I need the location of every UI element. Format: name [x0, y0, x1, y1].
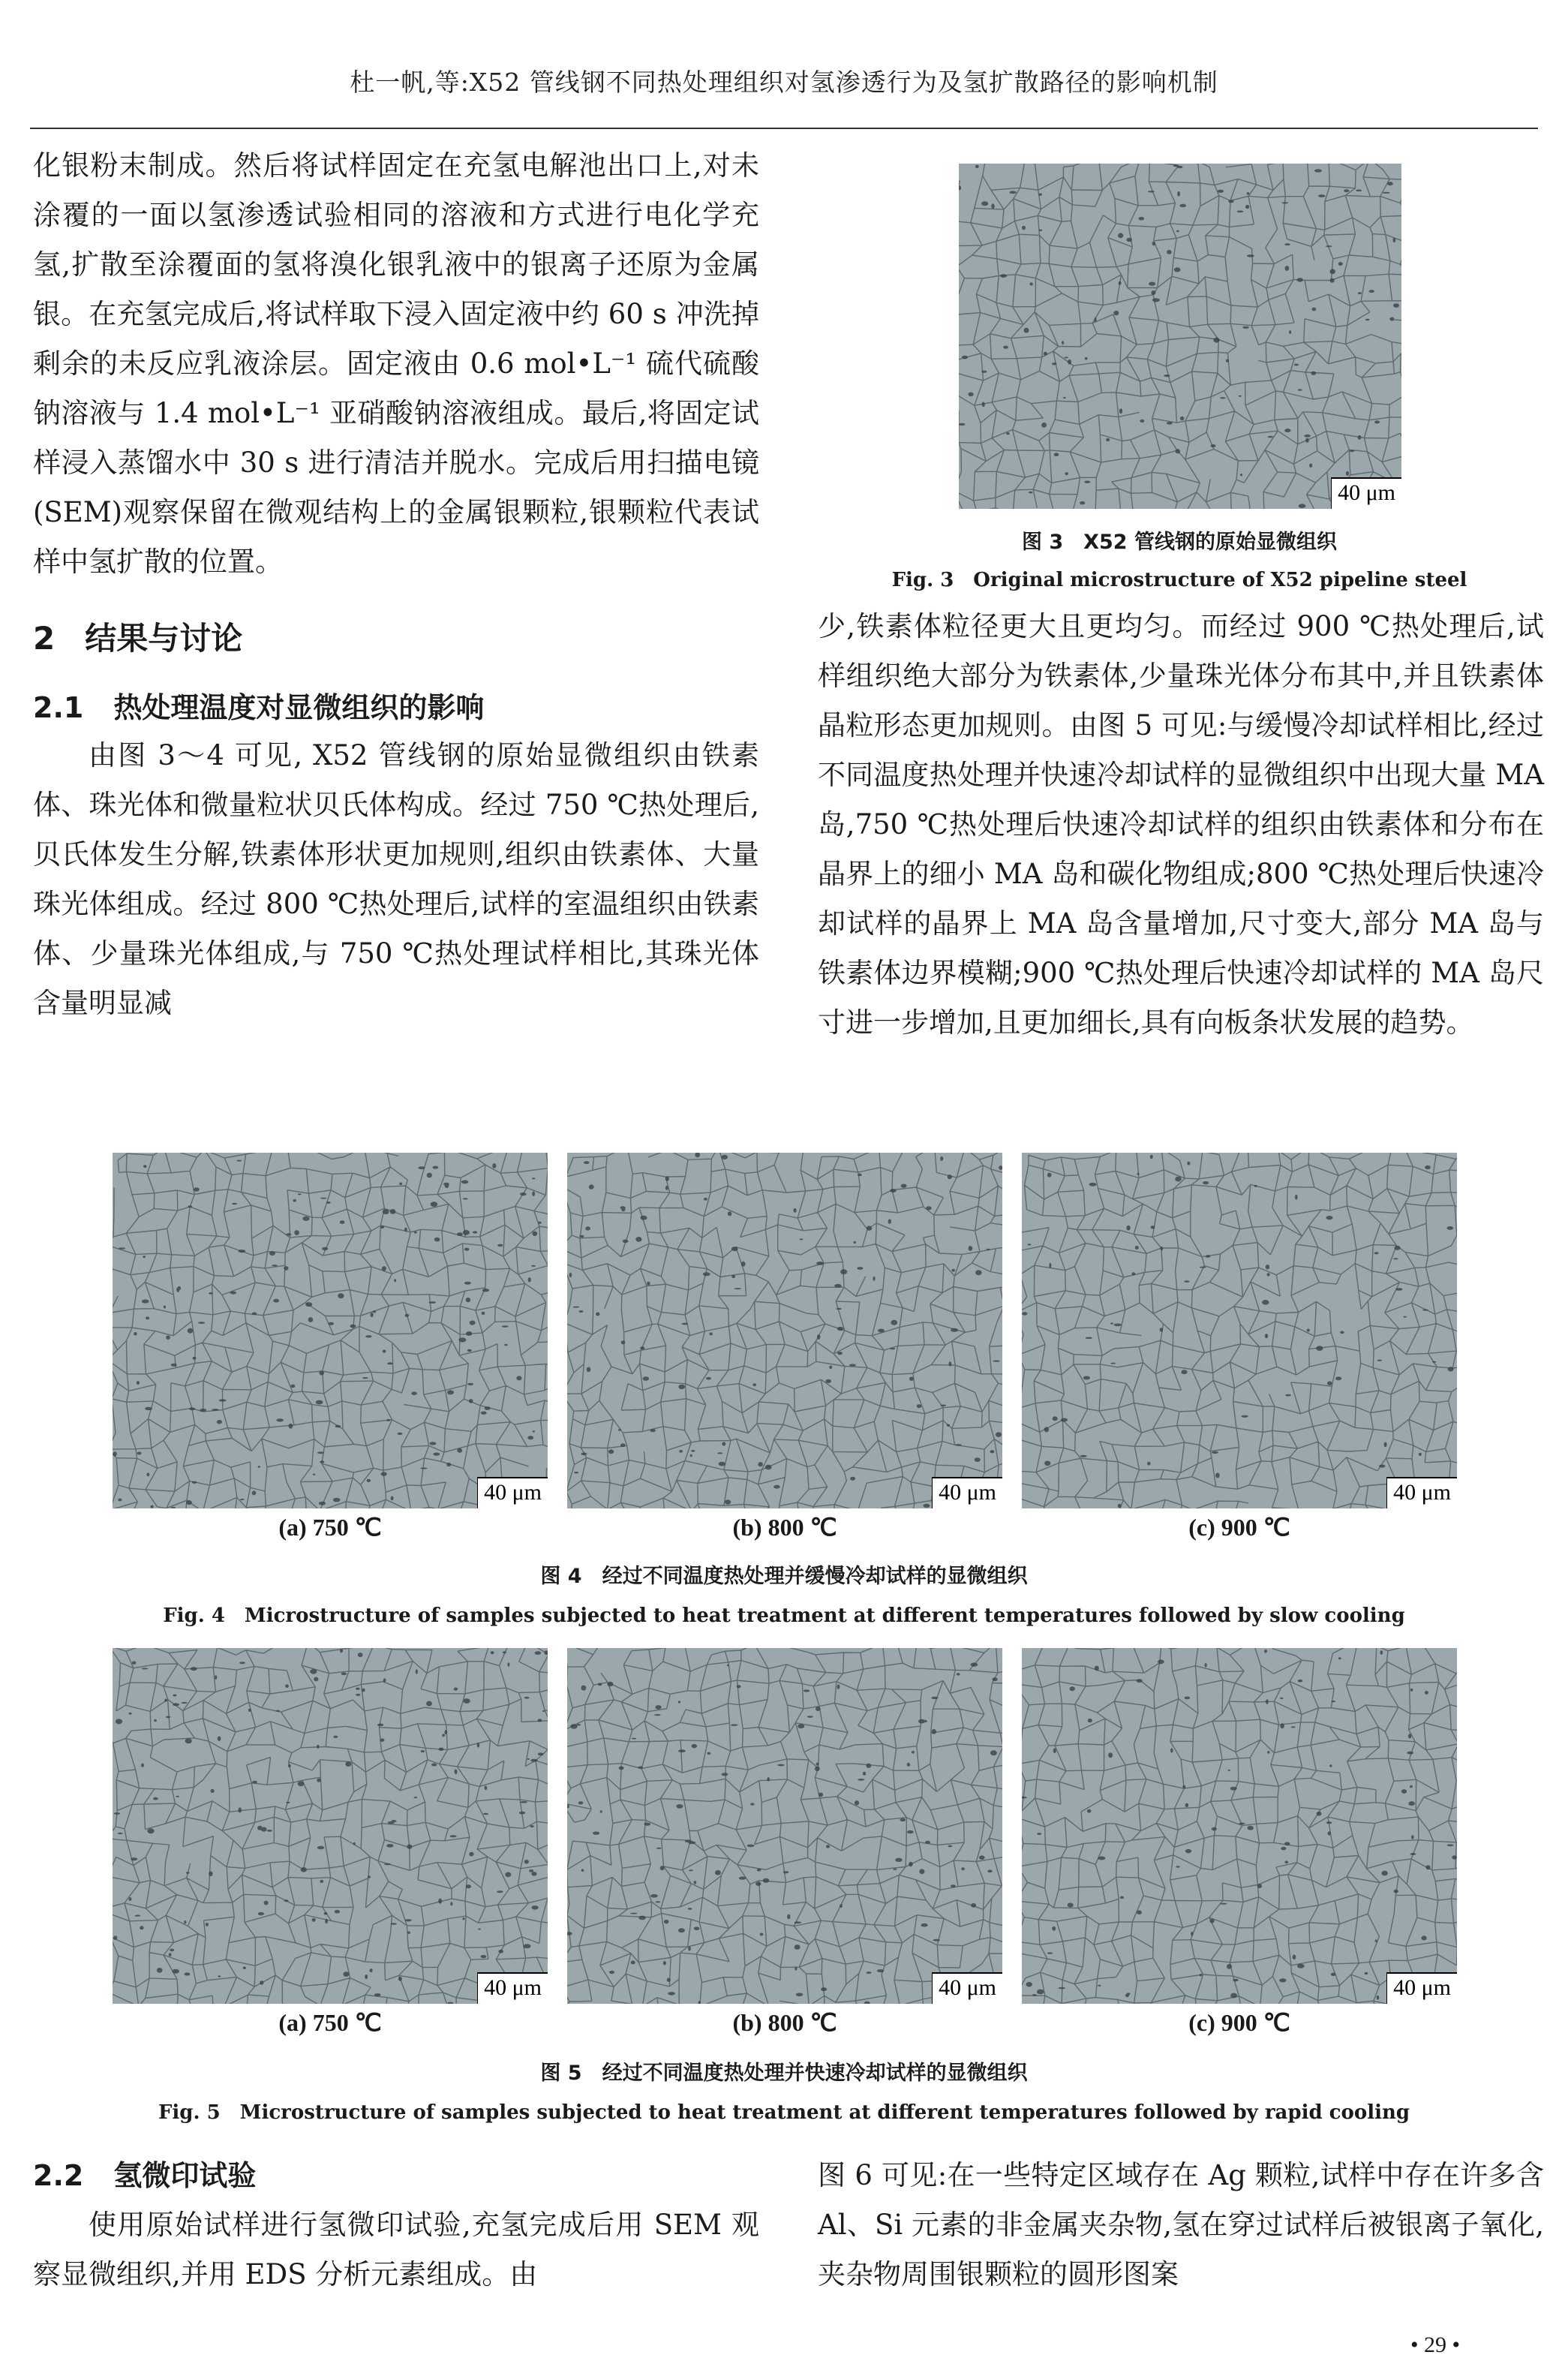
left-column-top — [33, 141, 759, 1028]
left-column-bottom — [33, 2151, 759, 2299]
scale-bar: 40 μm — [477, 1477, 548, 1508]
body-paragraph: 化银粉末制成。然后将试样固定在充氢电解池出口上,对未涂覆的一面以氢渗透试验相同的溶液和方式进行电化学充氢,扩散至涂覆面的氢将溴化银乳液中的银离子还原为金属银。在充氢完成后,将试样取下浸入固定液中约 60 s 冲洗掉剩余的未反应乳液涂层。固定液由 0.6 mol•L⁻¹ 硫代硫酸钠溶液与 1.4 mol•L⁻¹ 亚硝酸钠溶液组成。最后,将固定试样浸入蒸馏水中 30 s 进行清洁并脱水。完成后用扫描电镜(SEM)观察保留在微观结构上的金属银颗粒,银颗粒代表试样中氢扩散的位置。 — [33, 149, 759, 578]
fig5-caption-cn: 图 5 经过不同温度热处理并快速冷却试样的显微组织 — [540, 2062, 1028, 2085]
section-number: 2 — [33, 620, 56, 657]
fig5a-micrograph — [113, 1648, 548, 2004]
section-title: 热处理温度对显微组织的影响 — [113, 691, 485, 724]
section-title: 氢微印试验 — [113, 2159, 257, 2192]
section-heading-2-1 — [33, 684, 759, 731]
running-header: 杜一帆,等:X52 管线钢不同热处理组织对氢渗透行为及氢扩散路径的影响机制 — [350, 68, 1218, 97]
section-heading-2 — [33, 612, 759, 665]
fig5c-micrograph — [1022, 1648, 1457, 2004]
body-paragraph: 少,铁素体粒径更大且更均匀。而经过 900 ℃热处理后,试样组织绝大部分为铁素体,少量珠光体分布其中,并且铁素体晶粒形态更加规则。由图 5 可见:与缓慢冷却试样相比,经过不同温度热处理并快速冷却试样的显微组织中出现大量 MA 岛,750 ℃热处理后快速冷却试样的组织由铁素体和分布在晶界上的细小 MA 岛和碳化物组成;800 ℃热处理后快速冷却试样的晶界上 MA 岛含量增加,尺寸变大,部分 MA 岛与铁素体边界模糊;900 ℃热处理后快速冷却试样的 MA 岛尺寸进一步增加,且更加细长,具有向板条状发展的趋势。 — [818, 610, 1544, 1039]
section-number: 2.2 — [33, 2159, 84, 2192]
fig4b-micrograph — [567, 1153, 1002, 1508]
fig4a-label: (a) 750 ℃ — [278, 1514, 382, 1541]
scale-bar: 40 μm — [477, 1972, 548, 2004]
page-number: • 29 • — [1410, 2332, 1461, 2357]
section-title: 结果与讨论 — [85, 620, 243, 657]
fig5c-label: (c) 900 ℃ — [1188, 2009, 1290, 2036]
scale-bar: 40 μm — [1386, 1972, 1457, 2004]
section-number: 2.1 — [33, 691, 84, 724]
section-heading-2-2 — [33, 2151, 759, 2200]
right-column-top — [818, 602, 1544, 1048]
fig4-caption-cn: 图 4 经过不同温度热处理并缓慢冷却试样的显微组织 — [540, 1565, 1028, 1588]
body-paragraph: 由图 3～4 可见, X52 管线钢的原始显微组织由铁素体、珠光体和微量粒状贝氏体构成。经过 750 ℃热处理后,贝氏体发生分解,铁素体形状更加规则,组织由铁素体、大量珠光体组成。经过 800 ℃热处理后,试样的室温组织由铁素体、少量珠光体组成,与 750 ℃热处理试样相比,其珠光体含量明显减 — [33, 739, 759, 1019]
fig5a-label: (a) 750 ℃ — [278, 2009, 382, 2036]
body-paragraph: 图 6 可见:在一些特定区域存在 Ag 颗粒,试样中存在许多含 Al、Si 元素的非金属夹杂物,氢在穿过试样后被银离子氧化,夹杂物周围银颗粒的圆形图案 — [818, 2159, 1544, 2290]
scale-bar: 40 μm — [1386, 1477, 1457, 1508]
fig4c-micrograph — [1022, 1153, 1457, 1508]
fig3-caption-en: Fig. 3 Original microstructure of X52 pipeline steel — [891, 569, 1467, 591]
scale-bar: 40 μm — [932, 1972, 1002, 2004]
scale-bar: 40 μm — [932, 1477, 1002, 1508]
fig5-caption-en: Fig. 5 Microstructure of samples subjected to heat treatment at different temperatures followed by rapid cooling — [158, 2101, 1410, 2124]
fig5b-label: (b) 800 ℃ — [732, 2009, 837, 2036]
fig4c-label: (c) 900 ℃ — [1188, 1514, 1290, 1541]
right-column-bottom — [818, 2151, 1544, 2299]
fig4-caption-en: Fig. 4 Microstructure of samples subjected to heat treatment at different temperatures followed by slow cooling — [163, 1605, 1405, 1627]
fig5b-micrograph — [567, 1648, 1002, 2004]
scale-bar: 40 μm — [1331, 477, 1401, 509]
fig3-caption-cn: 图 3 X52 管线钢的原始显微组织 — [1022, 531, 1337, 554]
body-paragraph: 使用原始试样进行氢微印试验,充氢完成后用 SEM 观察显微组织,并用 EDS 分析元素组成。由 — [33, 2209, 759, 2290]
fig4b-label: (b) 800 ℃ — [732, 1514, 837, 1541]
fig3-micrograph — [959, 164, 1401, 509]
fig4a-micrograph — [113, 1153, 548, 1508]
header-rule — [30, 128, 1538, 129]
